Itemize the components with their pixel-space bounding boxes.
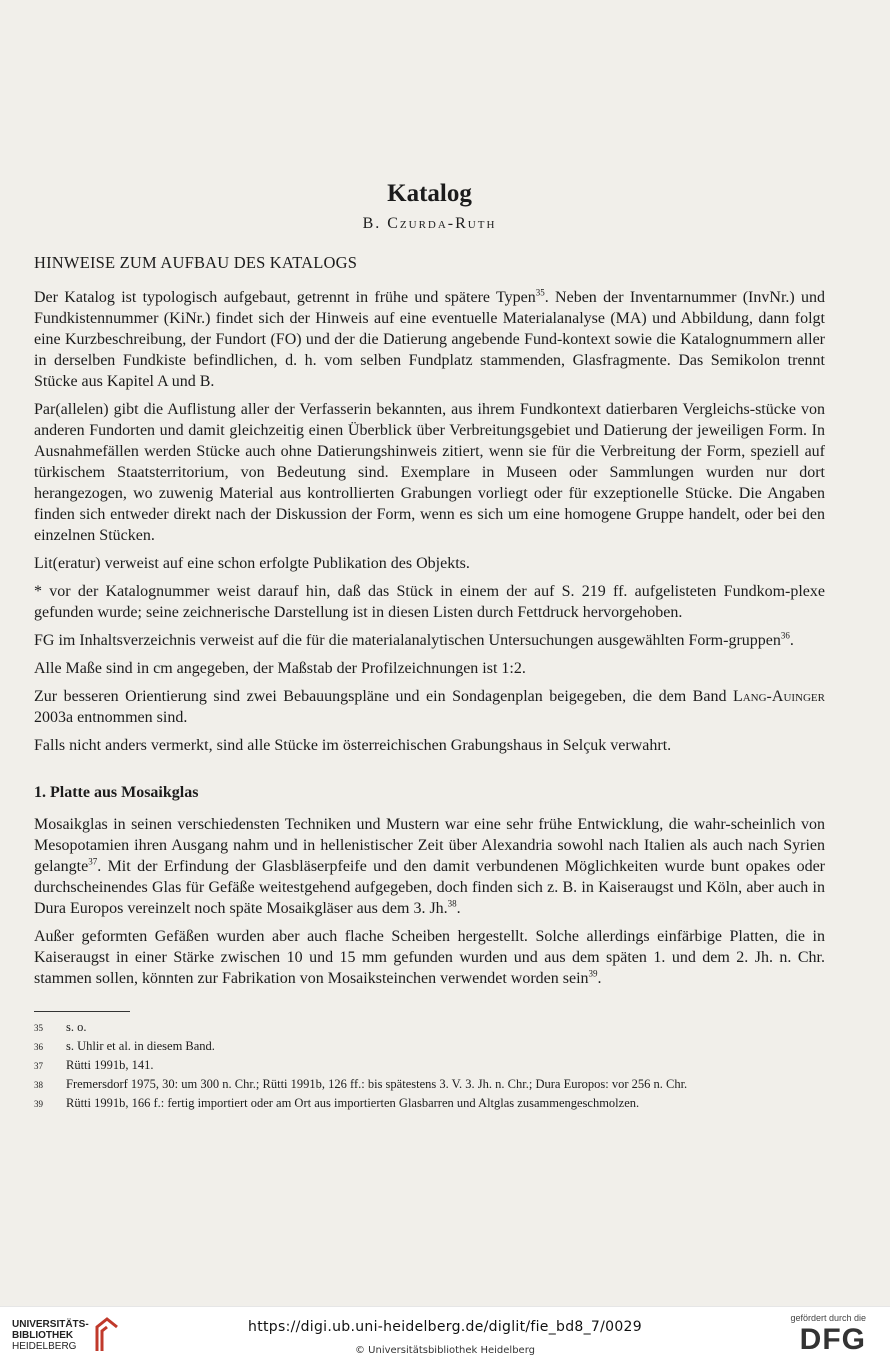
footnote-divider xyxy=(34,1011,130,1012)
copyright-notice: © Universitätsbibliothek Heidelberg xyxy=(354,1345,535,1356)
footnote-ref-38[interactable]: 38 xyxy=(447,898,457,909)
bleed-through-text xyxy=(30,40,860,166)
paragraph-structure: Der Katalog ist typologisch aufgebaut, getrennt in frühe und spätere Typen$^{35}$. Neben der Inventarnummer (InvNr.) und Fundkistennummer (KiNr.) findet sich der Hinweis auf eine eventuelle Materialanalyse (MA) und Abbildung, dann folgt eine Kurzbeschreibung, der Fundort (FO) und der die Datierung angebende Fund-kontext sowie die Katalognummern aller in derselben Fundkiste befindlichen, d. h. vom selben Fundplatz stammenden, Glasfragmente. Das Semikolon trennt Stücke aus Kapitel A und B. xyxy=(34,287,826,390)
paragraph-fg: FG im Inhaltsverzeichnis verweist auf die für die materialanalytischen Untersuchungen ausgewählten Form-gruppen$^{36}$. xyxy=(34,630,794,649)
permalink-url[interactable]: https://digi.ub.uni-heidelberg.de/diglit/fie_bd8_7/0029 xyxy=(248,1319,642,1335)
paragraph-mosaic-2: Außer geformten Gefäßen wurden aber auch flache Scheiben hergestellt. Solche allerdings einfärbige Platten, die in Kaiseraugst in einer Stärke zwischen 10 und 15 mm gefunden wurden und aus dem späten 1. und dem 2. Jh. n. Chr. stammen sollen, könnten zur Fabrikation von Mosaiksteinchen verwendet worden sein$^{39}$. xyxy=(34,928,825,987)
page-title: Katalog xyxy=(387,180,472,207)
footnote: 36 s. Uhlir et al. in diesem Band. xyxy=(34,1039,215,1053)
footnote-ref-35[interactable]: 35 xyxy=(535,287,545,298)
page-content xyxy=(34,178,825,1113)
footnote: 39 Rütti 1991b, 166 f.: fertig importiert oder am Ort aus importierten Glasbarren und Altglas zusammengeschmolzen. xyxy=(34,1096,640,1110)
paragraph-literature: Lit(eratur) verweist auf eine schon erfolgte Publikation des Objekts. xyxy=(34,555,470,572)
footnote-ref-37[interactable]: 37 xyxy=(88,856,98,867)
footnote: 35 s. o. xyxy=(34,1020,87,1034)
footnotes xyxy=(34,1018,825,1113)
footnote-ref-39: 39 xyxy=(588,968,598,979)
dfg-logo[interactable]: gefördert durch die DFG xyxy=(790,1313,866,1356)
paragraph-measures: Alle Maße sind in cm angegeben, der Maßstab der Profilzeichnungen ist 1:2. xyxy=(34,660,526,677)
library-logo[interactable]: UNIVERSITÄTS- BIBLIOTHEK HEIDELBERG xyxy=(12,1317,119,1353)
subsection-heading: 1. Platte aus Mosaikglas xyxy=(34,784,199,801)
paragraph-mosaic-1: Mosaikglas in seinen verschiedensten Techniken und Mustern war eine sehr frühe Entwicklung, die wahr-scheinlich von Mesopotamien ihren Ausgang nahm und in hellenistischer Zeit über Alexandria sowohl nach Italien als auch nach Syrien gelangte$^{37}$. Mit der Erfindung der Glasbläserpfeife und den damit verbundenen Möglichkeiten wurde bunt opakes oder durchscheinendes Glas für Gefäße weitestgehend aufgegeben, doch finden sich z. B. in Kaiseraugst und Köln, aber auch in Dura Europos vereinzelt noch späte Mosaikgläser aus dem 3. Jh.$^{38}$. xyxy=(34,816,825,917)
author: B. Czurda-Ruth xyxy=(362,215,497,232)
viewer-footer xyxy=(0,1306,890,1368)
section-heading: HINWEISE ZUM AUFBAU DES KATALOGS xyxy=(34,253,358,272)
paragraph-parallels: Par(allelen) gibt die Auflistung aller der Verfasserin bekannten, aus ihrem Fundkontext datierbaren Vergleichs-stücke von anderen Fundorten und damit gleichzeitig einen Überblick über Verbreitungsgebiet und Datierung der jeweiligen Form. In Ausnahmefällen werden Stücke auch ohne Datierungshinweis zitiert, wenn sie für die Verbreitung der Form, speziell auf türkischem Staatsterritorium, von Bedeutung sind. Exemplare in Museen oder Sammlungen wurden nur dort herangezogen, wo zuwenig Material aus kontrollierten Grabungen vorliegt oder für exzeptionelle Stücke. Die Angaben finden sich entweder direkt nach der Diskussion der Form, wenn es sich um eine homogene Gruppe handelt, oder bei den einzelnen Stücken. xyxy=(34,401,825,544)
footnote-ref-36[interactable]: 36 xyxy=(780,630,790,641)
paragraph-storage: Falls nicht anders vermerkt, sind alle Stücke im österreichischen Grabungshaus in Selçuk verwahrt. xyxy=(34,737,672,754)
paragraph-asterisk: * vor der Katalognummer weist darauf hin, daß das Stück in einem der auf S. 219 ff. aufgelisteten Fundkom-plexe gefunden wurde; seine zeichnerische Darstellung ist in diesen Listen durch Fettdruck hervorgehoben. xyxy=(34,583,825,621)
footnote: 37 Rütti 1991b, 141. xyxy=(34,1058,154,1072)
paragraph-plans: Zur besseren Orientierung sind zwei Bebauungspläne und ein Sondagenplan beigegeben, die dem Band Lang-Auinger 2003a entnommen sind. xyxy=(34,688,825,726)
footnote: 38 Fremersdorf 1975, 30: um 300 n. Chr.; Rütti 1991b, 126 ff.: bis spätestens 3. V. 3. Jh. n. Chr.; Dura Europos: vor 256 n. Chr. xyxy=(34,1077,688,1091)
